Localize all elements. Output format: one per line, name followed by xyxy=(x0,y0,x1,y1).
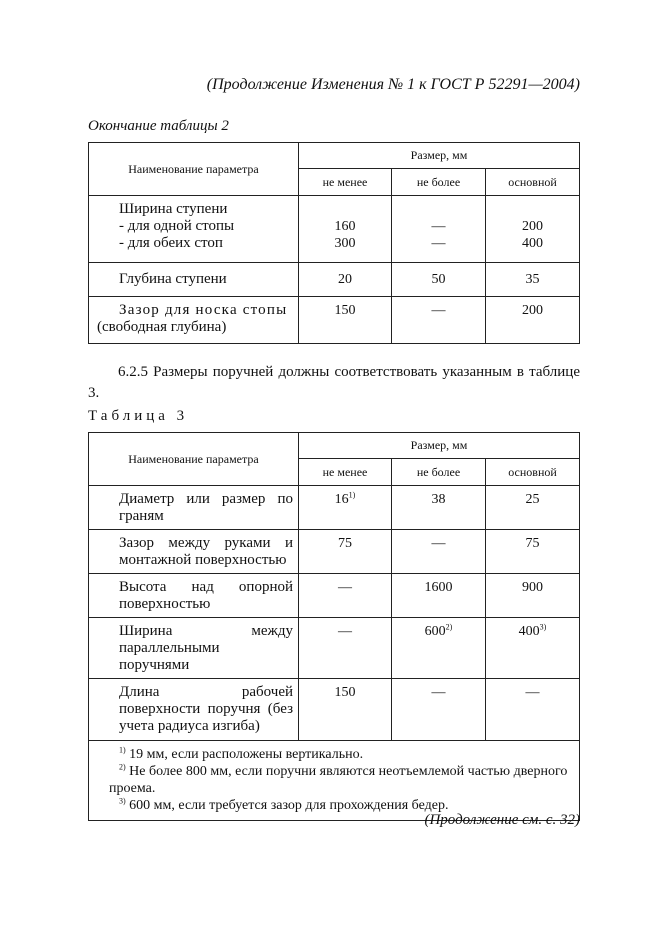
footnote xyxy=(109,746,573,763)
value-main: — xyxy=(486,679,580,741)
value-max xyxy=(392,486,486,530)
value-main xyxy=(486,486,580,530)
param-name: Глубина ступени xyxy=(89,263,299,297)
table3-caption: Таблица 3 xyxy=(88,408,189,424)
param-header: Наименование параметра xyxy=(89,433,299,486)
value-text: 400 xyxy=(518,624,540,639)
size-header: Размер, мм xyxy=(299,143,580,169)
footnote-mark: 1) xyxy=(119,745,126,755)
value-min xyxy=(299,486,392,530)
footnote-mark: 3) xyxy=(119,796,126,806)
value-text: 300 xyxy=(334,236,356,251)
value-max xyxy=(392,618,486,679)
value-text: 16 xyxy=(334,492,349,507)
table-notes xyxy=(89,741,580,821)
param-name-line: (свободная глубина) xyxy=(97,319,227,335)
param-name: Ширина между параллельными поручнями xyxy=(89,618,299,679)
value-min: 75 xyxy=(299,530,392,574)
table-row xyxy=(89,263,580,297)
value-main: 200 xyxy=(486,297,580,344)
footnote-text: Не более 800 мм, если поручни являются неотъемлемой частью дверного проема. xyxy=(109,764,568,796)
value-min: 150 xyxy=(299,297,392,344)
param-header: Наименование параметра xyxy=(89,143,299,196)
table-row xyxy=(89,679,580,741)
paragraph-6-2-5: 6.2.5 Размеры поручней должны соответствовать указанным в таблице 3. xyxy=(88,364,580,401)
footnote-text: 600 мм, если требуется зазор для прохождения бедер. xyxy=(125,798,449,813)
value-main: 900 xyxy=(486,574,580,618)
value-text: 38 xyxy=(431,492,446,507)
param-name-line: Зазор для носка стопы xyxy=(119,302,288,318)
value-max: — xyxy=(392,679,486,741)
value-main xyxy=(486,618,580,679)
value-text: 160 xyxy=(334,219,356,234)
footnote-mark: 1) xyxy=(348,490,356,500)
value-text: 400 xyxy=(522,236,544,251)
footnote xyxy=(109,763,573,797)
value-min: — xyxy=(299,618,392,679)
value-main xyxy=(486,196,580,263)
table-3 xyxy=(88,432,580,821)
subheader-min: не менее xyxy=(299,169,392,196)
value-min: 150 xyxy=(299,679,392,741)
value-text: 25 xyxy=(525,492,540,507)
value-max xyxy=(392,196,486,263)
value-min: 20 xyxy=(299,263,392,297)
footnote-mark: 2) xyxy=(119,762,126,772)
size-header: Размер, мм xyxy=(299,433,580,459)
value-text: 200 xyxy=(522,219,544,234)
value-min xyxy=(299,196,392,263)
table-row xyxy=(89,530,580,574)
param-name xyxy=(89,196,299,263)
footnote-mark: 2) xyxy=(445,622,453,632)
param-name: Длина рабочей поверхности поручня (без учета радиуса изгиба) xyxy=(89,679,299,741)
subheader-main: основной xyxy=(486,459,580,486)
table-row xyxy=(89,486,580,530)
value-max: — xyxy=(392,530,486,574)
table-row xyxy=(89,618,580,679)
param-name-line: Ширина ступени xyxy=(119,201,228,217)
footnote-text: 19 мм, если расположены вертикально. xyxy=(125,747,364,762)
table-row xyxy=(89,574,580,618)
value-text: — xyxy=(431,219,446,234)
table-row xyxy=(89,297,580,344)
value-text: — xyxy=(431,236,446,251)
value-main: 35 xyxy=(486,263,580,297)
table-2 xyxy=(88,142,580,344)
param-name: Зазор между руками и монтажной поверхностью xyxy=(89,530,299,574)
table2-caption: Окончание таблицы 2 xyxy=(88,118,229,134)
value-max: 1600 xyxy=(392,574,486,618)
param-name-line: - для обеих стоп xyxy=(119,235,223,251)
subheader-min: не менее xyxy=(299,459,392,486)
param-name: Высота над опорной поверхностью xyxy=(89,574,299,618)
param-name-line: - для одной стопы xyxy=(119,218,235,234)
subheader-max: не более xyxy=(392,169,486,196)
value-max: 50 xyxy=(392,263,486,297)
value-min: — xyxy=(299,574,392,618)
value-main: 75 xyxy=(486,530,580,574)
value-max: — xyxy=(392,297,486,344)
continuation-note: (Продолжение см. с. 32) xyxy=(424,812,580,828)
subheader-max: не более xyxy=(392,459,486,486)
subheader-main: основной xyxy=(486,169,580,196)
param-name: Диаметр или размер по граням xyxy=(89,486,299,530)
param-name xyxy=(89,297,299,344)
running-header: (Продолжение Изменения № 1 к ГОСТ Р 52291—2004) xyxy=(206,76,580,93)
footnote-mark: 3) xyxy=(539,622,547,632)
value-text: 600 xyxy=(424,624,446,639)
table-row xyxy=(89,196,580,263)
notes-row xyxy=(89,741,580,821)
